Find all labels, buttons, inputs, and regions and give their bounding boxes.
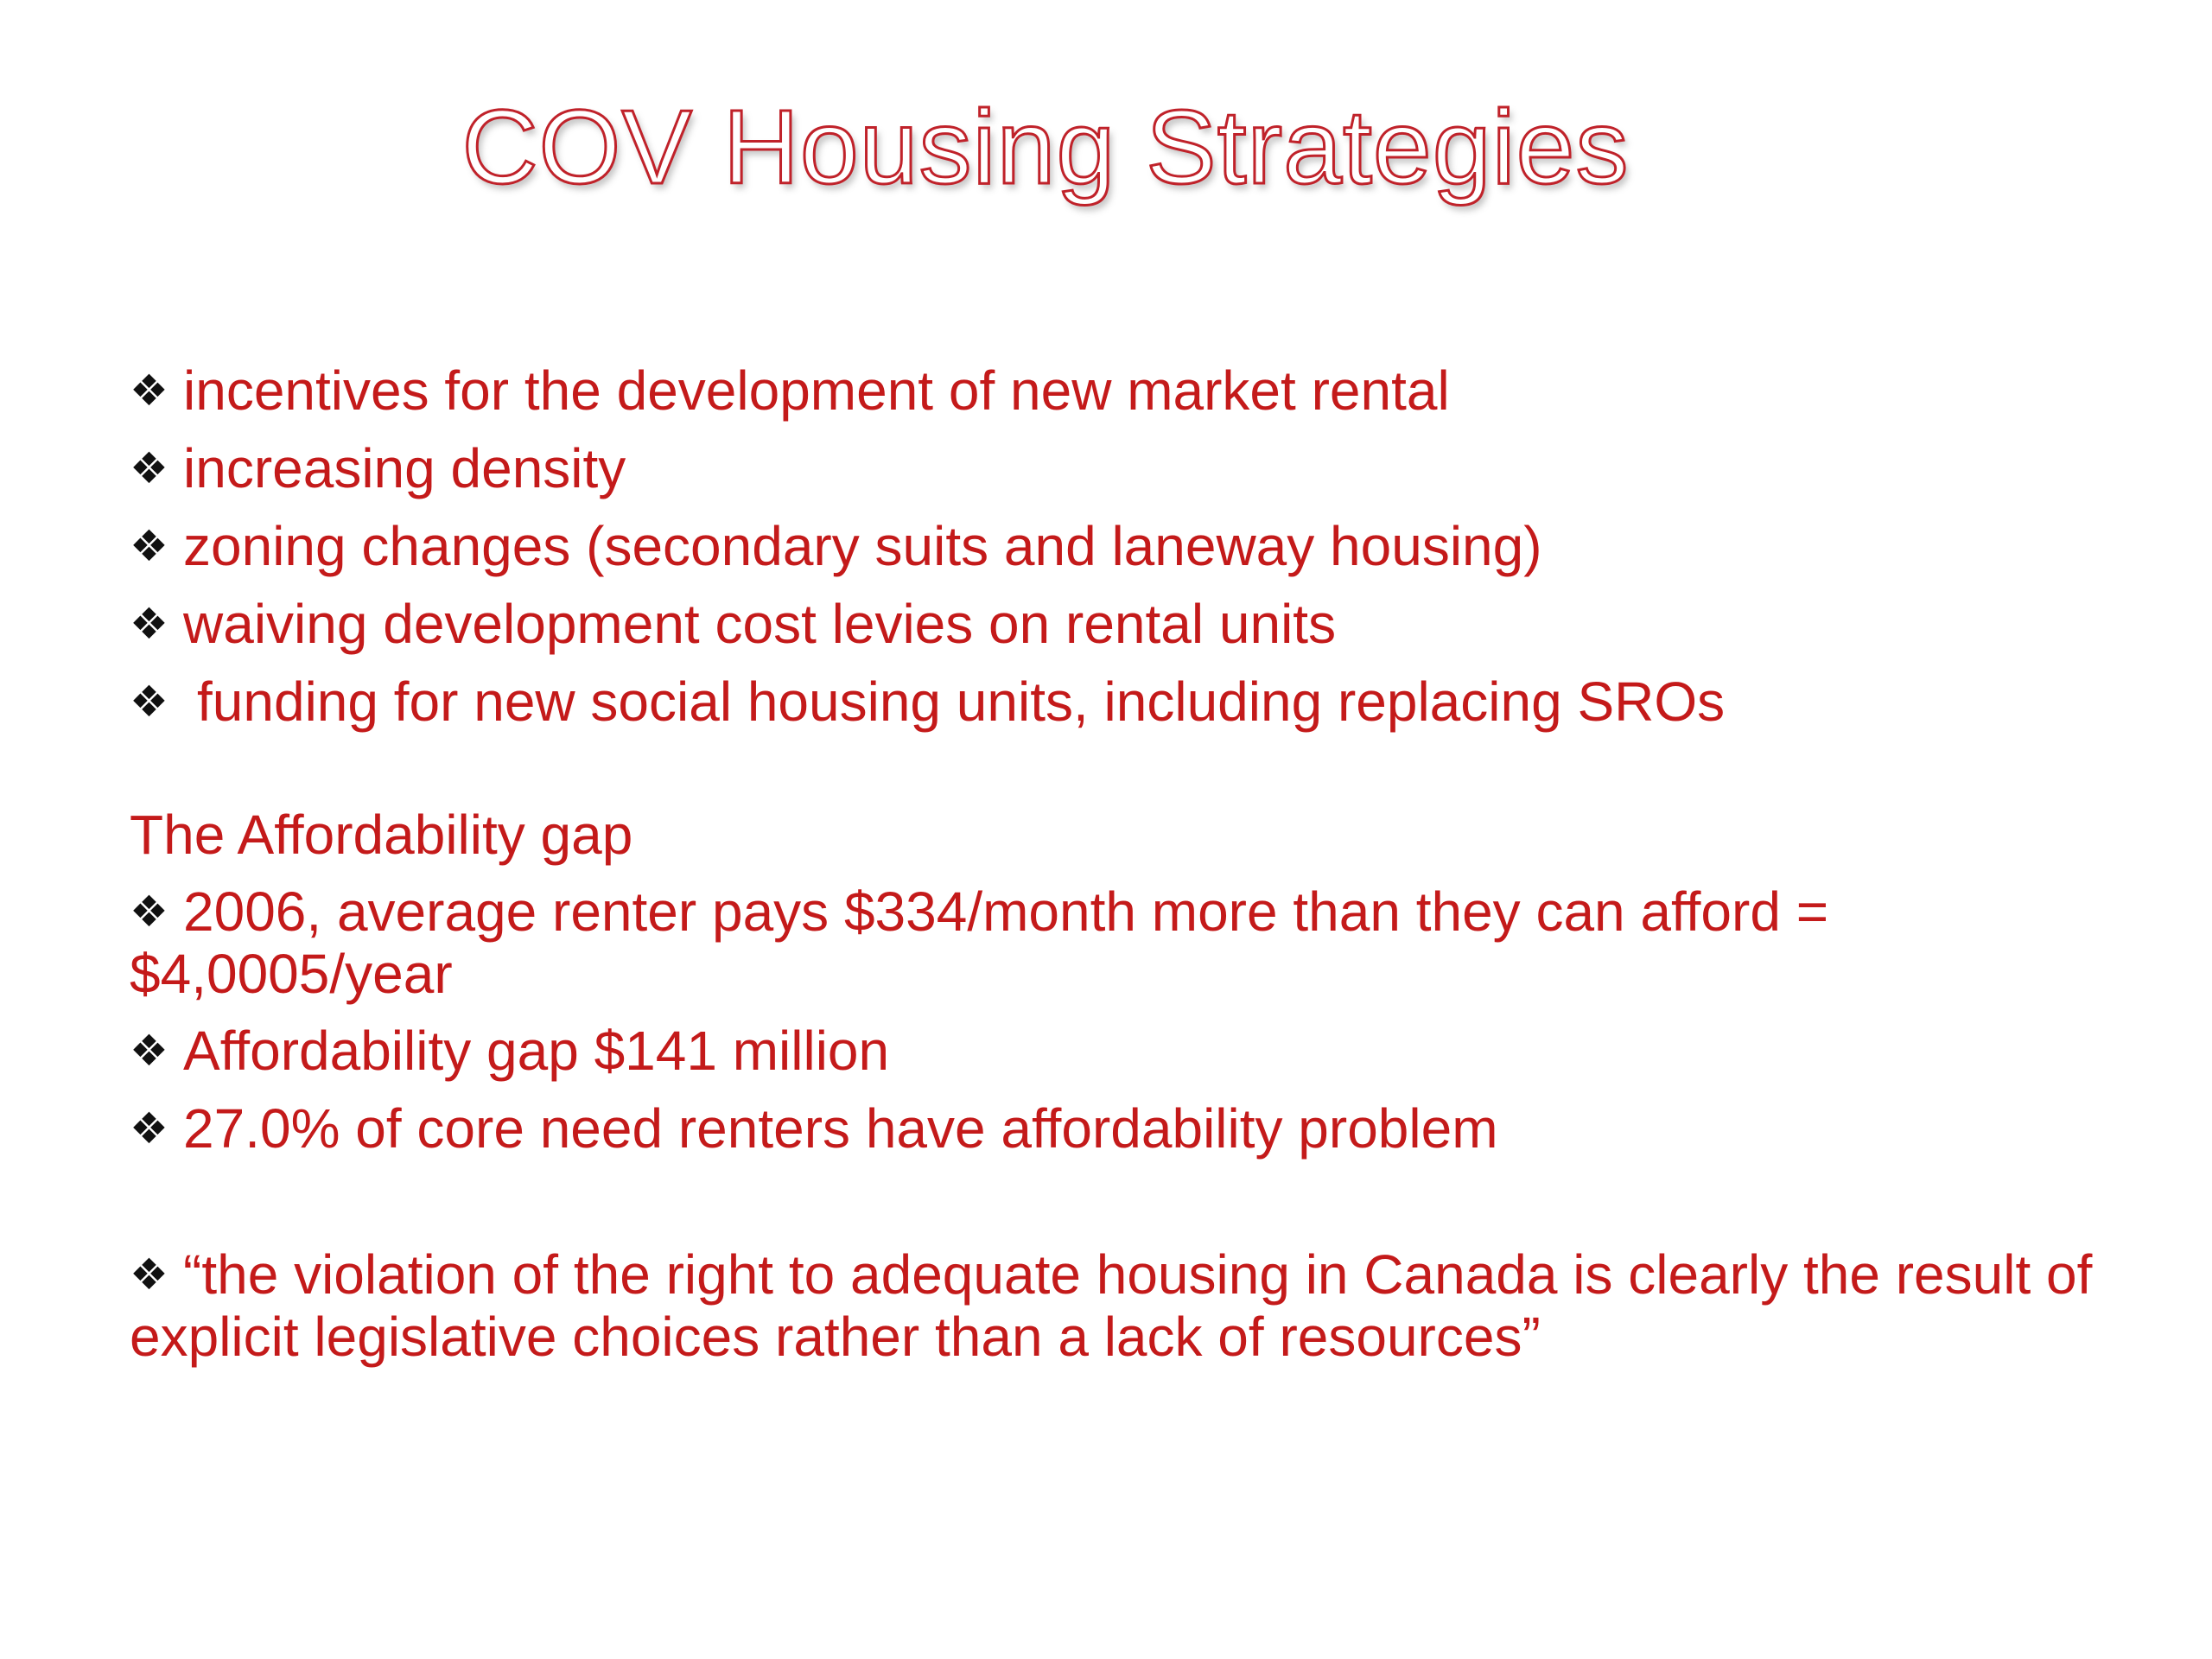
quote-item [130, 1243, 2117, 1368]
spacer [130, 747, 2117, 803]
affordability-item [130, 1096, 2117, 1160]
strategy-item [130, 670, 2117, 734]
strategy-text: funding for new social housing units, including replacing SROs [197, 671, 1726, 733]
diamond-bullet-icon: ❖ [130, 521, 168, 571]
affordability-text: Affordability gap $141 million [183, 1020, 890, 1082]
strategy-item [130, 592, 2117, 656]
strategy-text: zoning changes (secondary suits and laneway housing) [183, 515, 1542, 577]
strategy-item [130, 514, 2117, 578]
strategy-text: incentives for the development of new market rental [183, 359, 1450, 422]
diamond-bullet-icon: ❖ [130, 887, 168, 937]
diamond-bullet-icon: ❖ [130, 1103, 168, 1154]
diamond-bullet-icon: ❖ [130, 1026, 168, 1076]
spacer [130, 1174, 2117, 1243]
strategy-item [130, 359, 2117, 423]
strategy-text: waiving development cost levies on rental units [183, 593, 1337, 655]
diamond-bullet-icon: ❖ [130, 1249, 168, 1300]
strategy-text: increasing density [183, 437, 626, 499]
diamond-bullet-icon: ❖ [130, 443, 168, 493]
affordability-heading: The Affordability gap [130, 804, 633, 866]
diamond-bullet-icon: ❖ [130, 365, 168, 416]
affordability-text: 2006, average renter pays $334/month more than they can afford = $4,0005/year [130, 880, 1829, 1005]
affordability-item [130, 1019, 2117, 1083]
slide-title: COV Housing Strategies [461, 88, 1630, 206]
slide-body [130, 359, 2117, 1382]
quote-text: “the violation of the right to adequate housing in Canada is clearly the result of explicit legislative choices rather than a lack of resources” [130, 1243, 2093, 1368]
affordability-item [130, 880, 2117, 1005]
diamond-bullet-icon: ❖ [130, 599, 168, 649]
strategy-item [130, 436, 2117, 500]
diamond-bullet-icon: ❖ [130, 677, 168, 727]
affordability-text: 27.0% of core need renters have affordability problem [183, 1097, 1498, 1160]
